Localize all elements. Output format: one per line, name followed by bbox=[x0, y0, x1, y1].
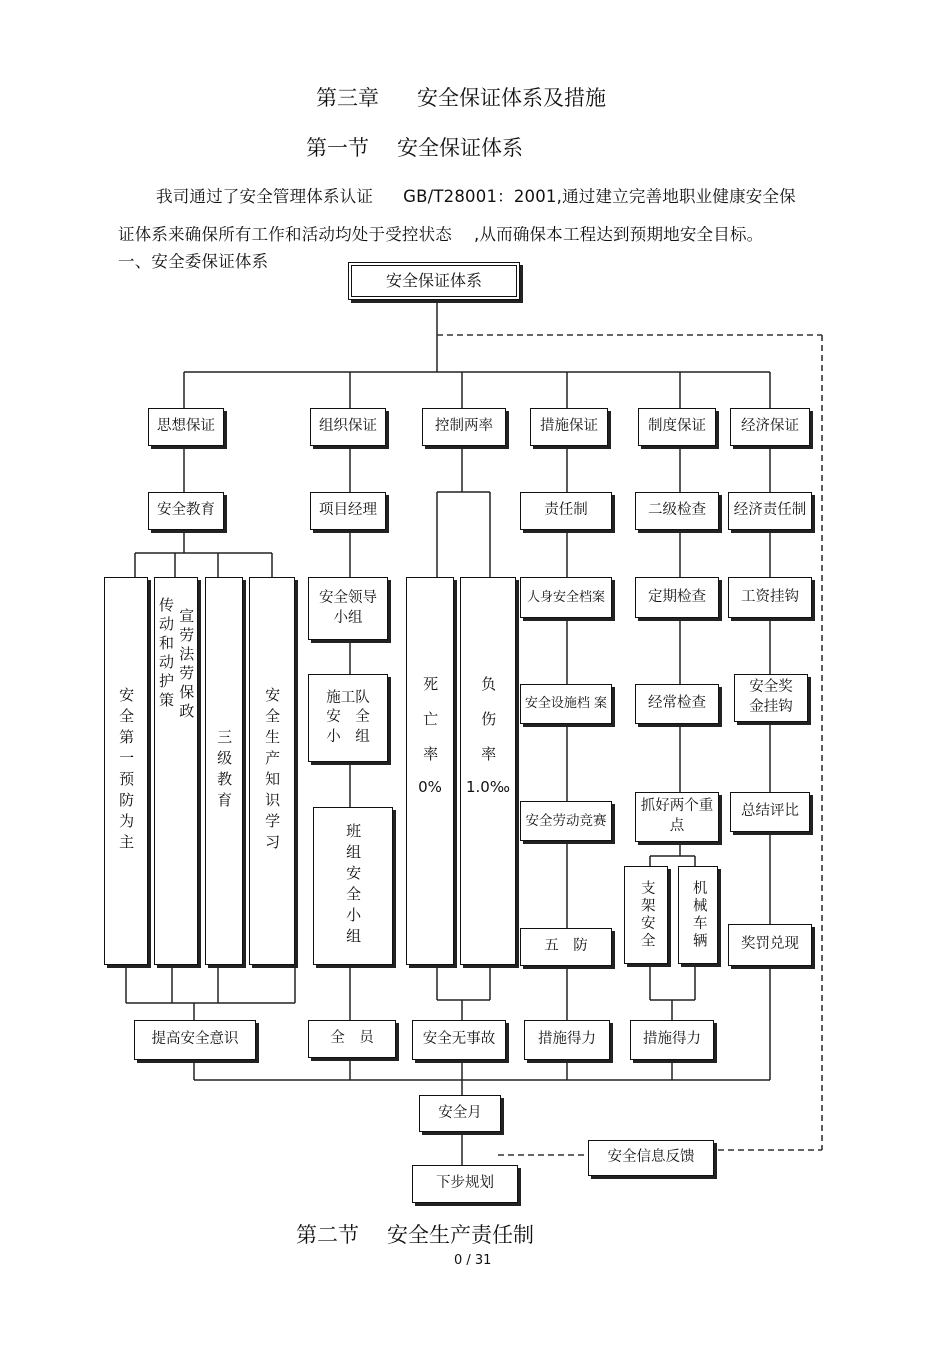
box-periodic-inspection: 定期检查 bbox=[635, 577, 719, 618]
box-five-preventions: 五 防 bbox=[520, 928, 612, 966]
box-effective-measures-2: 措施得力 bbox=[630, 1020, 714, 1060]
category-control-rates: 控制两率 bbox=[422, 408, 506, 446]
labor-law-text-2: 传动和动护策 bbox=[157, 597, 175, 711]
box-machinery-vehicles: 机械车辆 bbox=[678, 866, 718, 964]
box-next-plan: 下步规划 bbox=[412, 1165, 518, 1203]
box-summary-evaluation: 总结评比 bbox=[730, 792, 810, 832]
box-safety-month: 安全月 bbox=[419, 1095, 501, 1132]
box-rewards-penalties: 奖罚兑现 bbox=[728, 924, 812, 966]
box-labor-law bbox=[154, 577, 198, 965]
death-rate-label: 死亡率 bbox=[421, 676, 440, 781]
box-project-manager: 项目经理 bbox=[310, 492, 386, 530]
section-number: 第一节 bbox=[306, 136, 369, 160]
box-two-key-points: 抓好两个重 点 bbox=[635, 792, 719, 842]
labor-law-columns bbox=[156, 597, 197, 722]
category-system: 制度保证 bbox=[638, 408, 716, 446]
injury-rate-label: 负伤率 bbox=[479, 676, 498, 781]
box-safety-feedback: 安全信息反馈 bbox=[588, 1140, 714, 1176]
box-responsibility: 责任制 bbox=[520, 492, 612, 530]
box-no-accidents: 安全无事故 bbox=[412, 1020, 506, 1060]
root-box: 安全保证体系 bbox=[348, 262, 520, 300]
box-personal-safety-file: 人身安全档案 bbox=[520, 577, 612, 618]
box-bonus-link: 安全奖 金挂钩 bbox=[734, 674, 808, 722]
box-economic-responsibility: 经济责任制 bbox=[728, 492, 812, 530]
box-two-level-check: 二级检查 bbox=[635, 492, 719, 530]
box-all-staff: 全 员 bbox=[308, 1020, 396, 1058]
death-rate-value: 0% bbox=[418, 778, 442, 796]
paragraph-text: 通过建立完善地职业健康安全保 bbox=[562, 187, 796, 206]
paragraph-text: 我司通过了安全管理体系认证 bbox=[156, 187, 374, 206]
box-wage-link: 工资挂钩 bbox=[728, 577, 812, 618]
section2-number: 第二节 bbox=[296, 1223, 359, 1247]
box-construction-team-group: 施工队 安 全 小 组 bbox=[308, 674, 388, 762]
box-support-safety: 支架安全 bbox=[624, 866, 668, 964]
page-number: 0 / 31 bbox=[454, 1253, 492, 1268]
section-title: 安全保证体系 bbox=[397, 136, 523, 160]
box-safety-education: 安全教育 bbox=[148, 492, 224, 530]
subheading: 一、安全委保证体系 bbox=[118, 252, 269, 271]
chapter-number: 第三章 bbox=[316, 86, 379, 110]
box-three-level-education: 三级教育 bbox=[205, 577, 243, 965]
paragraph-text: ,从而确保本工程达到预期地安全目标。 bbox=[474, 225, 764, 244]
box-effective-measures-1: 措施得力 bbox=[524, 1020, 610, 1060]
box-raise-awareness: 提高安全意识 bbox=[134, 1020, 256, 1060]
paragraph-text: 证体系来确保所有工作和活动均处于受控状态 bbox=[118, 225, 452, 244]
category-measures: 措施保证 bbox=[530, 408, 608, 446]
box-safety-labor-competition: 安全劳动竞赛 bbox=[520, 801, 612, 841]
box-knowledge-learning: 安全生产知识学习 bbox=[249, 577, 295, 965]
box-team-safety-group: 班组安全小组 bbox=[313, 807, 393, 965]
box-regular-inspection: 经常检查 bbox=[635, 684, 719, 724]
section2-heading bbox=[296, 1219, 534, 1249]
section2-title: 安全生产责任制 bbox=[387, 1223, 534, 1247]
category-ideology: 思想保证 bbox=[148, 408, 224, 446]
box-injury-rate bbox=[460, 577, 516, 965]
box-safety-first: 安全第一预防为主 bbox=[104, 577, 148, 965]
labor-law-text-1: 宣劳法劳保政 bbox=[177, 608, 196, 722]
box-safety-leadership-group: 安全领导 小组 bbox=[308, 577, 388, 640]
chapter-title: 安全保证体系及措施 bbox=[417, 86, 606, 110]
standard-code: GB/T28001：2001, bbox=[403, 187, 563, 206]
injury-rate-value: 1.0‰ bbox=[466, 778, 510, 796]
category-economy: 经济保证 bbox=[730, 408, 810, 446]
box-safety-facilities-file: 安全设施档 案 bbox=[520, 684, 612, 724]
category-organization: 组织保证 bbox=[310, 408, 386, 446]
box-death-rate bbox=[406, 577, 454, 965]
